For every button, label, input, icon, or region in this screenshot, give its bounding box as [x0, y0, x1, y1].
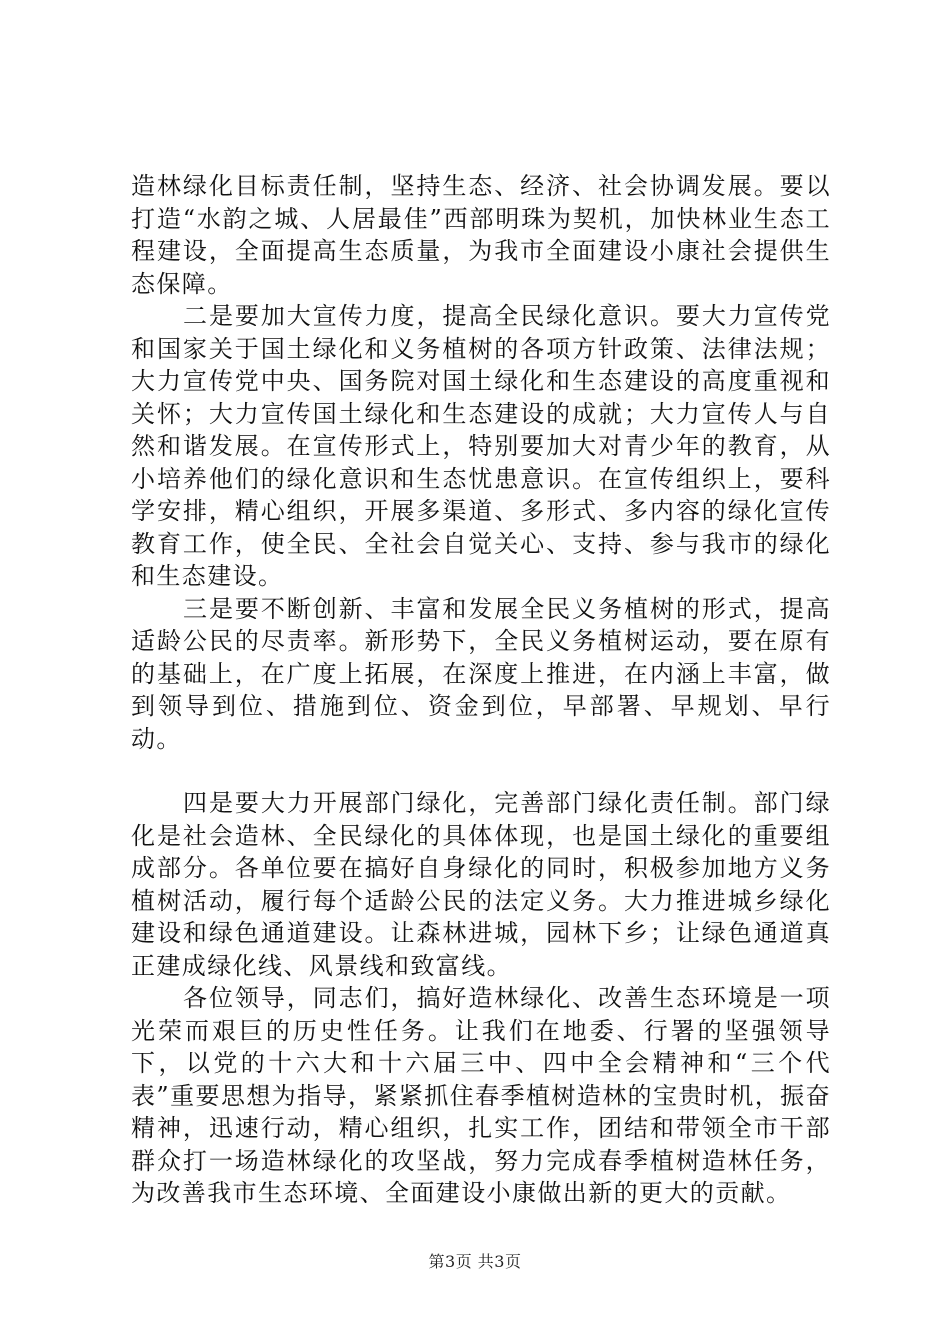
paragraph-publicity: 二是要加大宣传力度，提高全民绿化意识。要大力宣传党和国家关于国土绿化和义务植树的各项方针政策、法律法规；大力宣传党中央、国务院对国土绿化和生态建设的高度重视和关怀；大力宣传国土绿化和生态建设的成就；大力宣传人与自然和谐发展。在宣传形式上，特别要加大对青少年的教育，从小培养他们的绿化意识和生态忧患意识。在宣传组织上，要科学安排，精心组织，开展多渠道、多形式、多内容的绿化宣传教育工作，使全民、全社会自觉关心、支持、参与我市的绿化和生态建设。	[131, 302, 831, 590]
paragraph-closing: 各位领导，同志们，搞好造林绿化、改善生态环境是一项光荣而艰巨的历史性任务。让我们在地委、行署的坚强领导下，以党的十六大和十六届三中、四中全会精神和“三个代表”重要思想为指导，紧紧抓住春季植树造林的宝贵时机，振奋精神，迅速行动，精心组织，扎实工作，团结和带领全市干部群众打一场造林绿化的攻坚战，努力完成春季植树造林任务，为改善我市生态环境、全面建设小康做出新的更大的贡献。	[131, 984, 831, 1207]
document-body	[131, 170, 831, 1210]
paragraph-department-greening: 四是要大力开展部门绿化，完善部门绿化责任制。部门绿化是社会造林、全民绿化的具体体现，也是国土绿化的重要组成部分。各单位要在搞好自身绿化的同时，积极参加地方义务植树活动，履行每个适龄公民的法定义务。大力推进城乡绿化建设和绿色通道建设。让森林进城，园林下乡；让绿色通道真正建成绿化线、风景线和致富线。	[131, 789, 831, 980]
paragraph-tree-planting-forms: 三是要不断创新、丰富和发展全民义务植树的形式，提高适龄公民的尽责率。新形势下，全民义务植树运动，要在原有的基础上，在广度上拓展，在深度上推进，在内涵上丰富，做到领导到位、措施到位、资金到位，早部署、早规划、早行动。	[131, 594, 831, 753]
paragraph-continuation: 造林绿化目标责任制，坚持生态、经济、社会协调发展。要以打造“水韵之城、人居最佳”西部明珠为契机，加快林业生态工程建设，全面提高生态质量，为我市全面建设小康社会提供生态保障。	[131, 172, 831, 298]
paragraph-spacer	[131, 755, 831, 787]
page-footer: 第3页 共3页	[428, 1252, 522, 1271]
